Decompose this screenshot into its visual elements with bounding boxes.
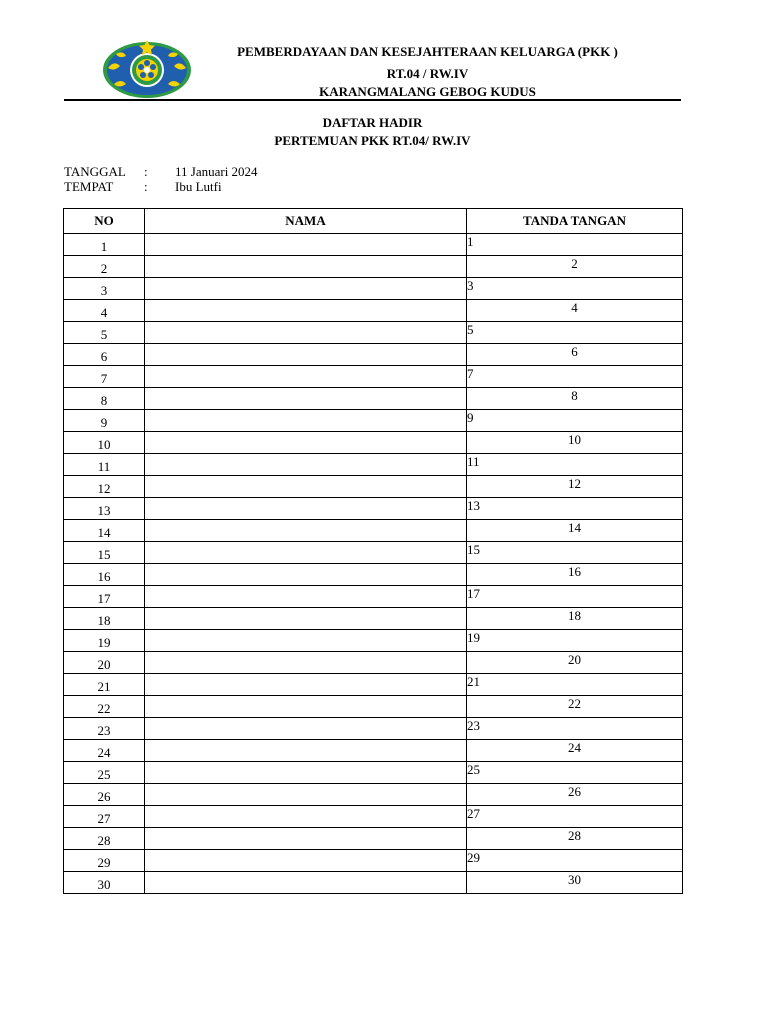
- name-cell[interactable]: [145, 344, 467, 366]
- row-number: 21: [64, 674, 145, 696]
- name-cell[interactable]: [145, 674, 467, 696]
- row-number: 16: [64, 564, 145, 586]
- signature-cell[interactable]: 6: [467, 344, 683, 366]
- table-row: [64, 586, 683, 608]
- row-number: 17: [64, 586, 145, 608]
- signature-cell[interactable]: 13: [467, 498, 683, 520]
- table-row: [64, 432, 683, 454]
- tempat-value: Ibu Lutfi: [175, 179, 222, 194]
- signature-cell[interactable]: 28: [467, 828, 683, 850]
- row-number: 25: [64, 762, 145, 784]
- name-cell[interactable]: [145, 476, 467, 498]
- name-cell[interactable]: [145, 278, 467, 300]
- row-number: 30: [64, 872, 145, 894]
- row-number: 5: [64, 322, 145, 344]
- row-number: 12: [64, 476, 145, 498]
- name-cell[interactable]: [145, 652, 467, 674]
- name-cell[interactable]: [145, 806, 467, 828]
- table-row: [64, 454, 683, 476]
- signature-cell[interactable]: 29: [467, 850, 683, 872]
- name-cell[interactable]: [145, 388, 467, 410]
- name-cell[interactable]: [145, 432, 467, 454]
- signature-cell[interactable]: 25: [467, 762, 683, 784]
- row-number: 15: [64, 542, 145, 564]
- table-row: [64, 256, 683, 278]
- signature-cell[interactable]: 19: [467, 630, 683, 652]
- name-cell[interactable]: [145, 454, 467, 476]
- table-row: [64, 564, 683, 586]
- row-number: 20: [64, 652, 145, 674]
- name-cell[interactable]: [145, 300, 467, 322]
- table-row: [64, 344, 683, 366]
- org-name: PEMBERDAYAAN DAN KESEJAHTERAAN KELUARGA (PKK ): [237, 44, 618, 59]
- signature-cell[interactable]: 3: [467, 278, 683, 300]
- signature-cell[interactable]: 9: [467, 410, 683, 432]
- table-row: [64, 322, 683, 344]
- signature-cell[interactable]: 26: [467, 784, 683, 806]
- name-cell[interactable]: [145, 564, 467, 586]
- header-divider: [64, 99, 681, 101]
- table-row: [64, 234, 683, 256]
- row-number: 23: [64, 718, 145, 740]
- signature-cell[interactable]: 5: [467, 322, 683, 344]
- table-row: [64, 608, 683, 630]
- name-cell[interactable]: [145, 630, 467, 652]
- tempat-label: TEMPAT: [64, 179, 114, 194]
- name-cell[interactable]: [145, 410, 467, 432]
- table-row: [64, 300, 683, 322]
- signature-cell[interactable]: 11: [467, 454, 683, 476]
- row-number: 27: [64, 806, 145, 828]
- tempat-colon: :: [144, 179, 148, 194]
- row-number: 7: [64, 366, 145, 388]
- table-row: [64, 410, 683, 432]
- signature-cell[interactable]: 17: [467, 586, 683, 608]
- table-row: [64, 696, 683, 718]
- row-number: 24: [64, 740, 145, 762]
- table-row: [64, 498, 683, 520]
- row-number: 10: [64, 432, 145, 454]
- row-number: 9: [64, 410, 145, 432]
- table-row: [64, 674, 683, 696]
- row-number: 1: [64, 234, 145, 256]
- attendance-table: [63, 208, 683, 894]
- name-cell[interactable]: [145, 520, 467, 542]
- name-cell[interactable]: [145, 828, 467, 850]
- row-number: 11: [64, 454, 145, 476]
- org-unit: RT.04 / RW.IV: [386, 66, 469, 81]
- name-cell[interactable]: [145, 586, 467, 608]
- signature-cell[interactable]: 21: [467, 674, 683, 696]
- row-number: 14: [64, 520, 145, 542]
- name-cell[interactable]: [145, 256, 467, 278]
- document-subtitle: PERTEMUAN PKK RT.04/ RW.IV: [274, 133, 471, 148]
- table-row: [64, 806, 683, 828]
- table-row: [64, 652, 683, 674]
- name-cell[interactable]: [145, 366, 467, 388]
- signature-cell[interactable]: 20: [467, 652, 683, 674]
- name-cell[interactable]: [145, 850, 467, 872]
- row-number: 4: [64, 300, 145, 322]
- name-cell[interactable]: [145, 608, 467, 630]
- row-number: 6: [64, 344, 145, 366]
- row-number: 13: [64, 498, 145, 520]
- row-number: 22: [64, 696, 145, 718]
- header-tanda-tangan: TANDA TANGAN: [467, 209, 683, 234]
- row-number: 29: [64, 850, 145, 872]
- table-row: [64, 278, 683, 300]
- row-number: 26: [64, 784, 145, 806]
- signature-cell[interactable]: 18: [467, 608, 683, 630]
- name-cell[interactable]: [145, 542, 467, 564]
- signature-cell[interactable]: 10: [467, 432, 683, 454]
- name-cell[interactable]: [145, 718, 467, 740]
- org-location: KARANGMALANG GEBOG KUDUS: [319, 84, 536, 99]
- header-nama: NAMA: [145, 209, 467, 234]
- row-number: 28: [64, 828, 145, 850]
- table-row: [64, 476, 683, 498]
- table-row: [64, 388, 683, 410]
- row-number: 19: [64, 630, 145, 652]
- table-row: [64, 366, 683, 388]
- signature-cell[interactable]: 12: [467, 476, 683, 498]
- header-no: NO: [64, 209, 145, 234]
- tanggal-label: TANGGAL: [64, 164, 126, 179]
- table-row: [64, 784, 683, 806]
- table-row: [64, 828, 683, 850]
- table-row: [64, 872, 683, 894]
- signature-cell[interactable]: 27: [467, 806, 683, 828]
- table-row: [64, 520, 683, 542]
- signature-cell[interactable]: 4: [467, 300, 683, 322]
- name-cell[interactable]: [145, 784, 467, 806]
- table-row: [64, 850, 683, 872]
- signature-cell[interactable]: 2: [467, 256, 683, 278]
- signature-cell[interactable]: 23: [467, 718, 683, 740]
- row-number: 2: [64, 256, 145, 278]
- signature-cell[interactable]: 22: [467, 696, 683, 718]
- name-cell[interactable]: [145, 498, 467, 520]
- table-row: [64, 762, 683, 784]
- name-cell[interactable]: [145, 762, 467, 784]
- signature-cell[interactable]: 14: [467, 520, 683, 542]
- table-row: [64, 718, 683, 740]
- signature-cell[interactable]: 8: [467, 388, 683, 410]
- table-row: [64, 630, 683, 652]
- name-cell[interactable]: [145, 740, 467, 762]
- row-number: 18: [64, 608, 145, 630]
- signature-cell[interactable]: 15: [467, 542, 683, 564]
- tanggal-colon: :: [144, 164, 148, 179]
- signature-cell[interactable]: 24: [467, 740, 683, 762]
- tanggal-value: 11 Januari 2024: [175, 164, 258, 179]
- signature-cell[interactable]: 30: [467, 872, 683, 894]
- name-cell[interactable]: [145, 322, 467, 344]
- row-number: 8: [64, 388, 145, 410]
- table-row: [64, 740, 683, 762]
- table-header-row: [64, 209, 683, 234]
- signature-cell[interactable]: 7: [467, 366, 683, 388]
- name-cell[interactable]: [145, 872, 467, 894]
- name-cell[interactable]: [145, 234, 467, 256]
- signature-cell[interactable]: 1: [467, 234, 683, 256]
- name-cell[interactable]: [145, 696, 467, 718]
- signature-cell[interactable]: 16: [467, 564, 683, 586]
- table-row: [64, 542, 683, 564]
- document-title: DAFTAR HADIR: [322, 115, 423, 130]
- row-number: 3: [64, 278, 145, 300]
